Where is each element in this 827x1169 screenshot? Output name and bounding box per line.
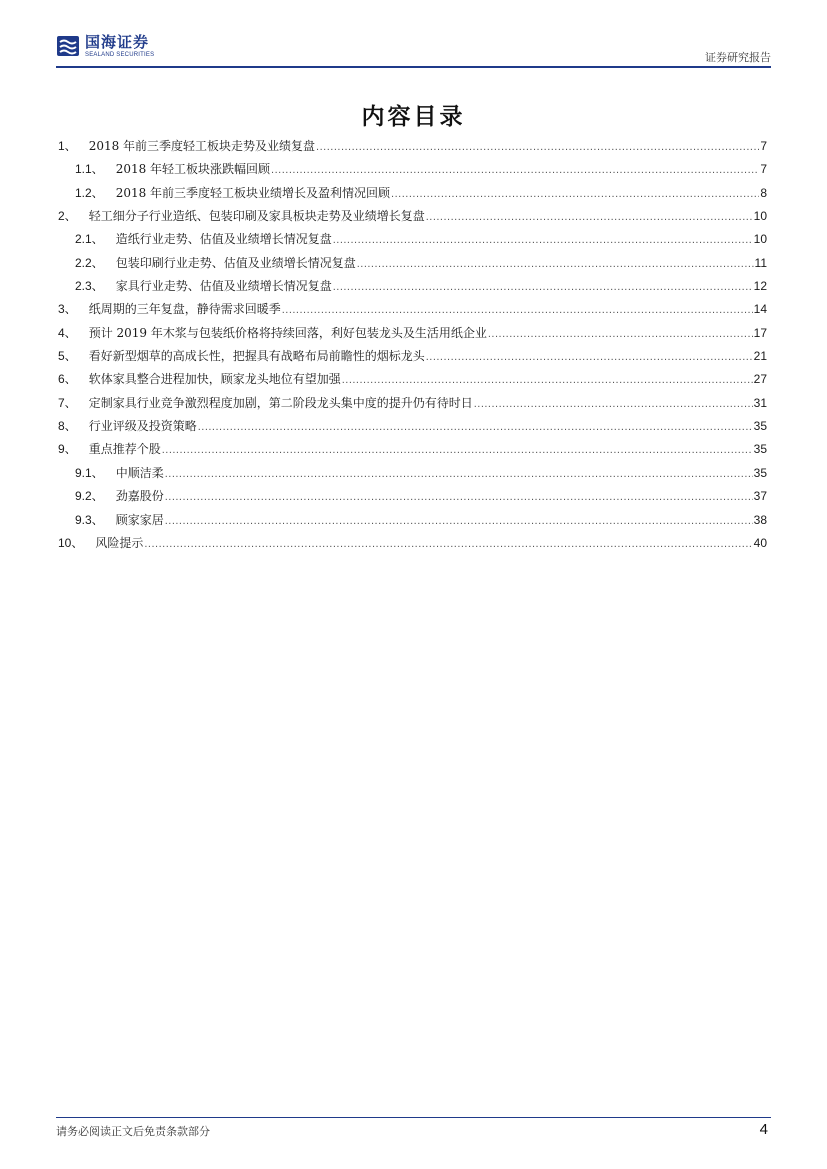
sealand-logo-icon	[56, 34, 80, 58]
toc-entry-title[interactable]: 行业评级及投资策略	[88, 419, 197, 434]
toc-entry-number: 2、	[58, 209, 77, 224]
toc-entry-page: 35	[753, 419, 767, 434]
toc-dot-leader	[426, 211, 753, 223]
toc-entry[interactable]	[58, 464, 767, 487]
toc-entry-title[interactable]: 中顺洁柔	[115, 465, 164, 480]
toc-title: 内容目录	[361, 103, 466, 130]
toc-entry-number: 8、	[58, 419, 77, 434]
toc-entry-page: 7	[760, 139, 767, 153]
toc-dot-leader	[316, 141, 759, 153]
toc-dot-leader	[271, 164, 759, 176]
table-of-contents	[58, 137, 767, 557]
toc-dot-leader	[144, 538, 752, 550]
toc-entry-page: 27	[753, 372, 767, 387]
toc-entry-page: 38	[753, 512, 767, 527]
toc-entry-title[interactable]: 纸周期的三年复盘，静待需求回暖季	[88, 302, 281, 317]
toc-entry[interactable]	[58, 277, 767, 300]
toc-entry-number: 9.2、	[75, 489, 104, 504]
toc-entry-number: 7、	[58, 395, 77, 410]
toc-entry-number: 1.2、	[75, 185, 104, 200]
toc-dot-leader	[488, 328, 753, 340]
toc-dot-leader	[165, 515, 753, 527]
toc-dot-leader	[333, 234, 753, 246]
footer-divider	[56, 1117, 771, 1118]
toc-entry[interactable]	[58, 347, 767, 370]
toc-entry-page: 35	[753, 465, 767, 480]
disclaimer-note: 请务必阅读正文后免责条款部分	[56, 1125, 210, 1138]
header-divider	[56, 66, 771, 68]
toc-entry-title[interactable]: 轻工细分子行业造纸、包装印刷及家具板块走势及业绩增长复盘	[88, 209, 425, 224]
toc-entry[interactable]	[58, 534, 767, 557]
toc-entry[interactable]	[58, 160, 767, 183]
page-header	[56, 34, 771, 66]
toc-entry-number: 10、	[58, 535, 84, 550]
toc-entry[interactable]	[58, 394, 767, 417]
toc-dot-leader	[342, 374, 753, 386]
toc-entry-page: 17	[753, 325, 767, 340]
toc-entry-title[interactable]: 家具行业走势、估值及业绩增长情况复盘	[115, 279, 332, 294]
toc-entry-title[interactable]: 2018 年轻工板块涨跌幅回顾	[115, 162, 271, 177]
toc-entry[interactable]	[58, 184, 767, 207]
logo-english-name: SEALAND SECURITIES	[85, 51, 155, 58]
toc-entry-title[interactable]: 造纸行业走势、估值及业绩增长情况复盘	[115, 232, 332, 247]
toc-dot-leader	[165, 491, 753, 503]
toc-entry-page: 21	[753, 349, 767, 364]
toc-dot-leader	[162, 444, 753, 456]
toc-entry-number: 9.1、	[75, 465, 104, 480]
toc-entry-page: 40	[753, 535, 767, 550]
toc-entry[interactable]	[58, 370, 767, 393]
toc-entry-title[interactable]: 风险提示	[95, 535, 144, 550]
toc-entry-number: 9、	[58, 442, 77, 457]
toc-entry-number: 9.3、	[75, 512, 104, 527]
page-number: 4	[759, 1121, 768, 1138]
document-type-label: 证券研究报告	[705, 51, 771, 64]
toc-entry[interactable]	[58, 207, 767, 230]
toc-entry-title[interactable]: 定制家具行业竞争激烈程度加剧，第二阶段龙头集中度的提升仍有待时日	[88, 395, 473, 410]
toc-entry-number: 6、	[58, 372, 77, 387]
toc-dot-leader	[426, 351, 753, 363]
toc-entry-page: 11	[754, 255, 767, 270]
toc-dot-leader	[357, 258, 754, 270]
toc-entry-number: 3、	[58, 302, 77, 317]
toc-entry[interactable]	[58, 487, 767, 510]
toc-entry[interactable]	[58, 324, 767, 347]
logo-chinese-name: 国海证券	[85, 32, 150, 51]
toc-entry-number: 2.1、	[75, 232, 104, 247]
toc-dot-leader	[198, 421, 753, 433]
toc-entry-page: 14	[753, 302, 767, 317]
toc-entry-page: 10	[753, 209, 767, 224]
toc-entry[interactable]	[58, 254, 767, 277]
toc-entry-title[interactable]: 软体家具整合进程加快，顾家龙头地位有望加强	[88, 372, 341, 387]
toc-entry-page: 37	[753, 489, 767, 504]
toc-entry-title[interactable]: 包装印刷行业走势、估值及业绩增长情况复盘	[115, 255, 356, 270]
toc-entry-number: 4、	[58, 325, 77, 340]
toc-entry-number: 1、	[58, 139, 77, 153]
toc-entry-page: 8	[760, 185, 767, 200]
toc-entry-title[interactable]: 劲嘉股份	[115, 489, 164, 504]
toc-entry-page: 35	[753, 442, 767, 457]
toc-entry-number: 1.1、	[75, 162, 104, 177]
toc-entry[interactable]	[58, 230, 767, 253]
toc-entry-title[interactable]: 2018 年前三季度轻工板块业绩增长及盈利情况回顾	[115, 185, 391, 200]
toc-entry[interactable]	[58, 137, 767, 160]
toc-entry-number: 2.2、	[75, 255, 104, 270]
toc-entry-title[interactable]: 看好新型烟草的高成长性，把握具有战略布局前瞻性的烟标龙头	[88, 349, 425, 364]
toc-entry-page: 10	[753, 232, 767, 247]
toc-entry-page: 31	[753, 395, 767, 410]
toc-entry[interactable]	[58, 440, 767, 463]
toc-entry-title[interactable]: 预计 2019 年木浆与包装纸价格将持续回落，利好包装龙头及生活用纸企业	[88, 325, 487, 340]
toc-dot-leader	[333, 281, 753, 293]
toc-entry-number: 5、	[58, 349, 77, 364]
toc-entry-page: 7	[760, 162, 767, 177]
toc-entry[interactable]	[58, 300, 767, 323]
toc-dot-leader	[165, 468, 753, 480]
toc-entry-number: 2.3、	[75, 279, 104, 294]
company-logo	[56, 34, 154, 58]
toc-dot-leader	[474, 398, 753, 410]
toc-entry-title[interactable]: 2018 年前三季度轻工板块走势及业绩复盘	[88, 139, 316, 153]
toc-entry[interactable]	[58, 511, 767, 534]
toc-entry[interactable]	[58, 417, 767, 440]
toc-entry-title[interactable]: 重点推荐个股	[88, 442, 161, 457]
toc-dot-leader	[282, 304, 753, 316]
toc-dot-leader	[391, 188, 759, 200]
toc-entry-page: 12	[753, 279, 767, 294]
toc-entry-title[interactable]: 顾家家居	[115, 512, 164, 527]
